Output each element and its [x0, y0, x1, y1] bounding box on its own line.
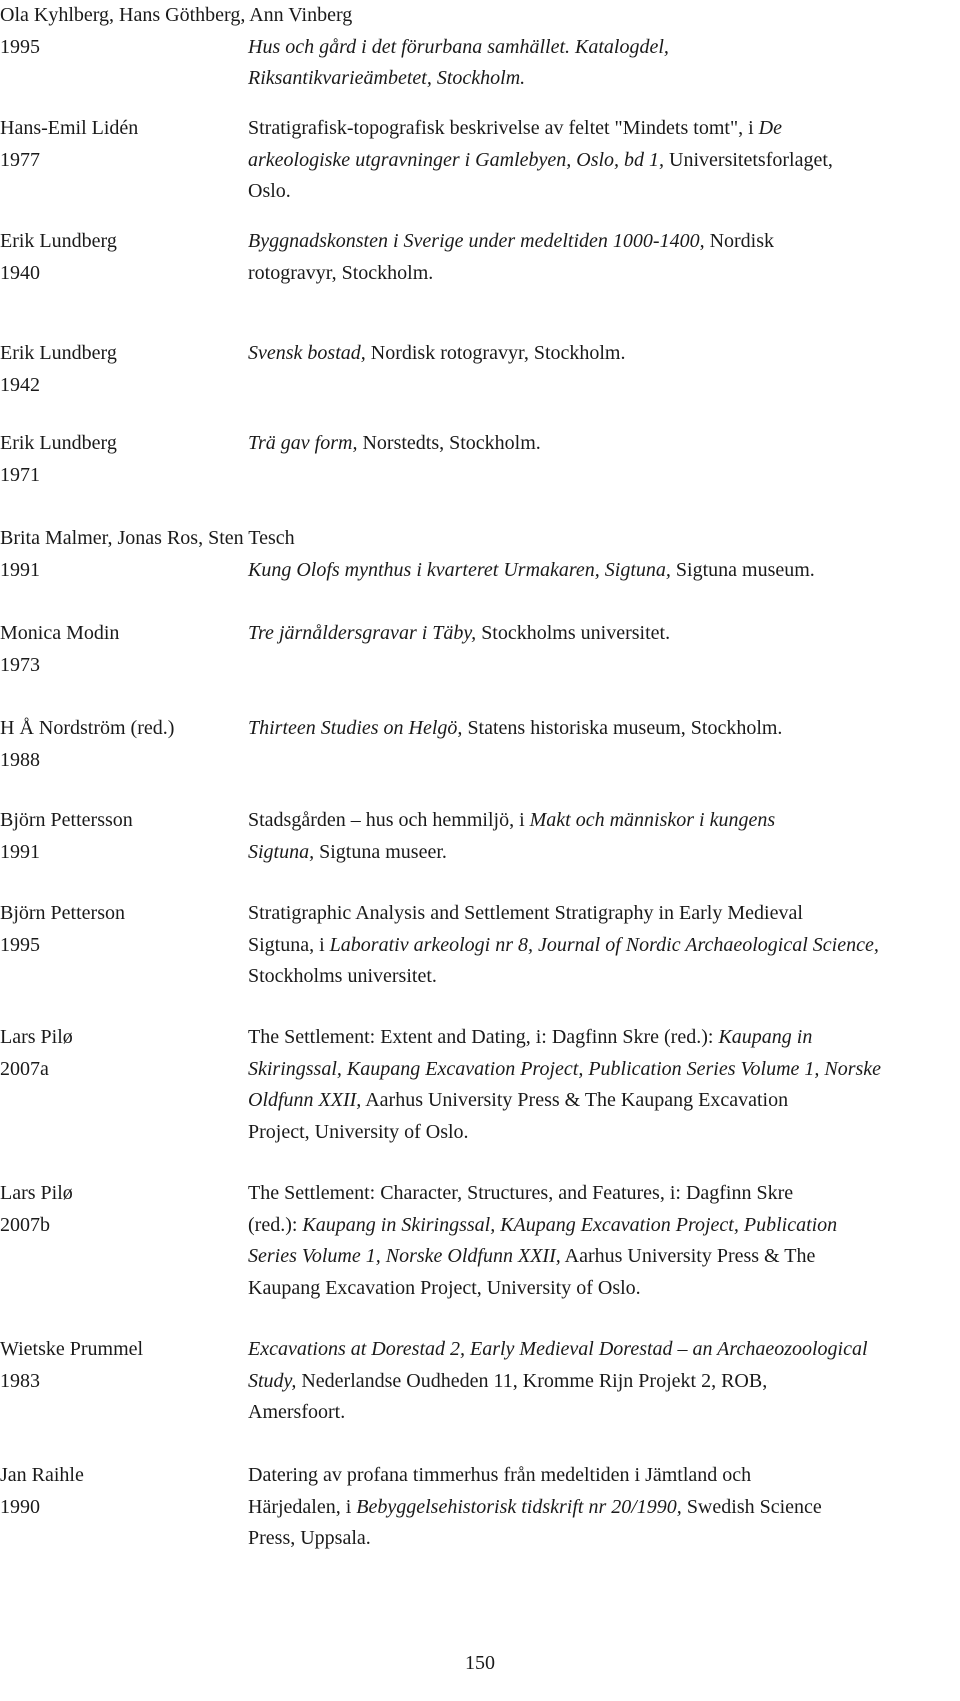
- bib-reference: Datering av profana timmerhus från medeltiden i Jämtland och Härjedalen, i Bebyggelsehistorisk tidskrift nr 20/1990, Swedish Science Press, Uppsala.: [248, 1464, 822, 1549]
- bib-author: Lars Pilø 2007b: [0, 1182, 73, 1236]
- bib-author: Monica Modin 1973: [0, 622, 120, 676]
- bib-year: 1995: [0, 35, 40, 58]
- bib-reference: Hus och gård i det förurbana samhället. Katalogdel,: [248, 35, 669, 58]
- page-number: 150: [465, 1652, 495, 1674]
- bib-reference: Svensk bostad, Nordisk rotogravyr, Stockholm.: [248, 342, 626, 364]
- bib-reference: Thirteen Studies on Helgö, Statens historiska museum, Stockholm.: [248, 717, 783, 739]
- bib-author: Jan Raihle 1990: [0, 1464, 84, 1518]
- bib-reference: Stratigraphic Analysis and Settlement Stratigraphy in Early Medieval Sigtuna, i Laborativ arkeologi nr 8, Journal of Nordic Archaeological Science, Stockholms universitet.: [248, 902, 879, 987]
- bib-author: Erik Lundberg 1971: [0, 432, 117, 486]
- bib-reference: Tre järnåldersgravar i Täby, Stockholms universitet.: [248, 622, 671, 644]
- bib-authors: Ola Kyhlberg, Hans Göthberg, Ann Vinberg: [0, 4, 353, 26]
- bib-author: Lars Pilø 2007a: [0, 1026, 73, 1080]
- bib-reference: Stadsgården – hus och hemmiljö, i Makt och människor i kungens Sigtuna, Sigtuna museer.: [248, 809, 776, 863]
- bib-second-line: [0, 32, 669, 64]
- bib-reference: The Settlement: Character, Structures, and Features, i: Dagfinn Skre (red.): Kaupang in Skiringssal, KAupang Excavation Project, Publication Series Volume 1, Norske Oldfunn XXII, Aarhus University Press & The Kaupang Excavation Project, University of Oslo.: [248, 1182, 838, 1299]
- bib-reference: Trä gav form, Norstedts, Stockholm.: [248, 432, 541, 454]
- bib-reference-cont: Riksantikvarieämbetet, Stockholm.: [248, 67, 526, 89]
- bib-reference: Excavations at Dorestad 2, Early Medieval Dorestad – an Archaeozoological Study, Nederlandse Oudheden 11, Kromme Rijn Projekt 2, ROB, Amersfoort.: [248, 1338, 868, 1423]
- bib-author: Erik Lundberg 1940: [0, 230, 117, 284]
- bib-reference: Kung Olofs mynthus i kvarteret Urmakaren, Sigtuna, Sigtuna museum.: [248, 558, 815, 581]
- bib-authors: Brita Malmer, Jonas Ros, Sten Tesch: [0, 527, 295, 549]
- bib-second-line: [0, 555, 815, 587]
- bib-author: Björn Petterson 1995: [0, 902, 125, 956]
- bib-reference: The Settlement: Extent and Dating, i: Dagfinn Skre (red.): Kaupang in Skiringssal, Kaupang Excavation Project, Publication Series Volume 1, Norske Oldfunn XXII, Aarhus University Press & The Kaupang Excavation Project, University of Oslo.: [248, 1026, 882, 1143]
- bib-reference: Stratigrafisk-topografisk beskrivelse av feltet "Mindets tomt", i De arkeologiske utgravninger i Gamlebyen, Oslo, bd 1, Universitetsforlaget, Oslo.: [248, 117, 833, 202]
- bib-author: H Å Nordström (red.) 1988: [0, 717, 175, 771]
- bib-author: Erik Lundberg 1942: [0, 342, 117, 396]
- bib-author: Hans-Emil Lidén 1977: [0, 117, 139, 171]
- bib-author: Wietske Prummel 1983: [0, 1338, 144, 1392]
- bib-author: Björn Pettersson 1991: [0, 809, 133, 863]
- bib-reference: Byggnadskonsten i Sverige under medeltiden 1000-1400, Nordisk rotogravyr, Stockholm.: [248, 230, 775, 284]
- bib-year: 1991: [0, 558, 40, 581]
